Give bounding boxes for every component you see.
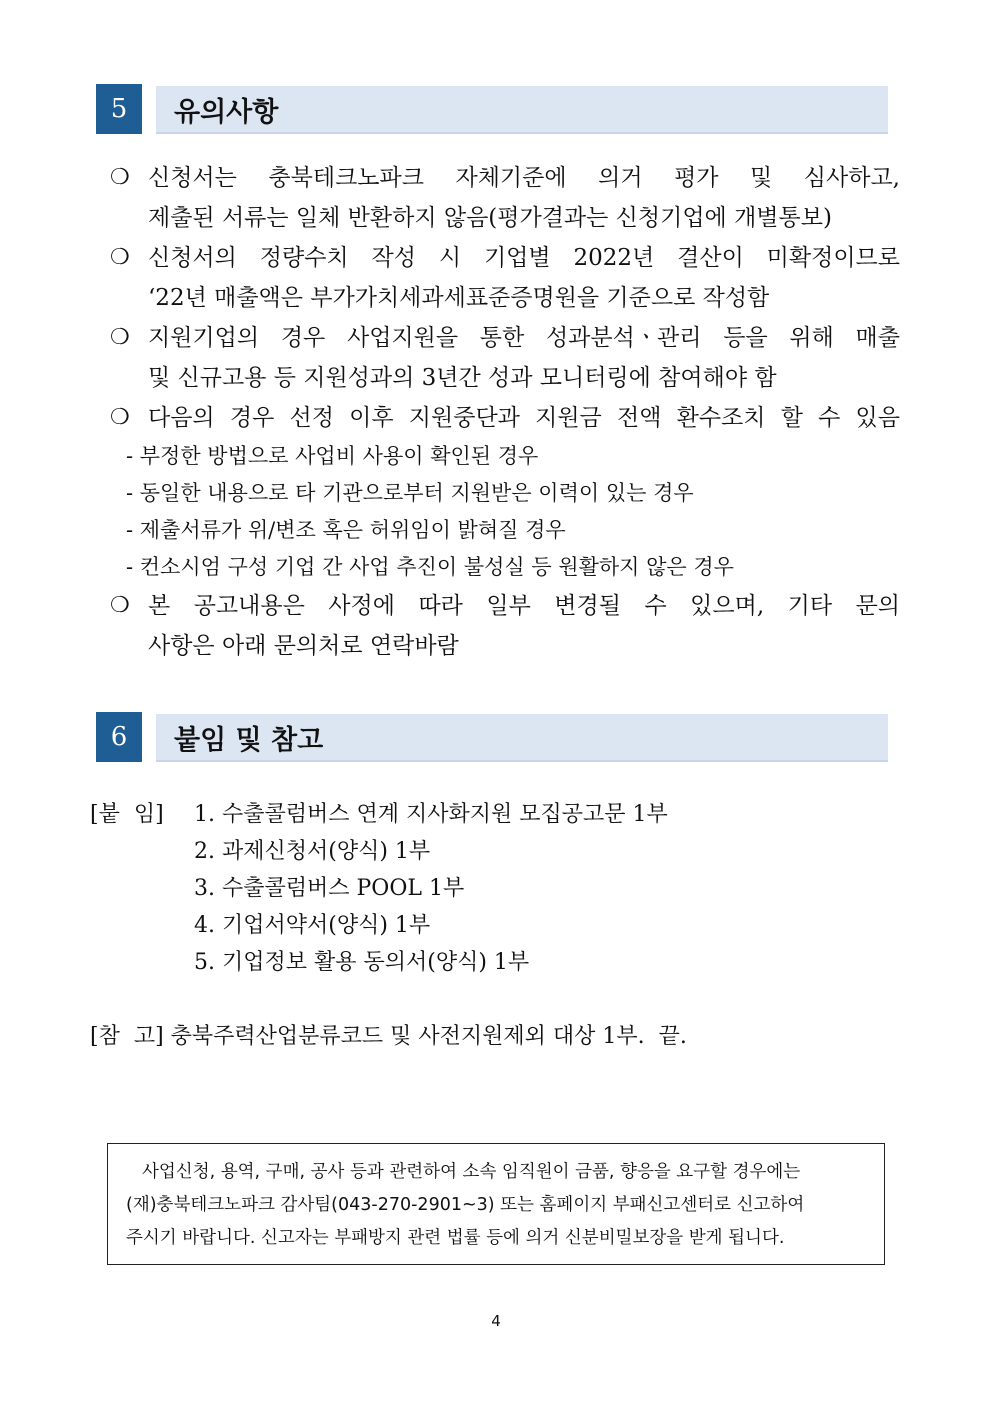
notice-line: (재)충북테크노파크 감사팀(043-270-2901~3) 또는 홈페이지 부패신고센터로 신고하여	[126, 1195, 805, 1215]
notice-line: 사업신청, 용역, 구매, 공사 등과 관련하여 소속 임직원이 금품, 향응을 요구할 경우에는	[142, 1162, 801, 1182]
note-item	[100, 158, 900, 238]
note-line: 지원기업의 경우 사업지원을 통한 성과분석ㆍ관리 등을 위해 매출	[148, 325, 900, 351]
note-line: 신청서의 정량수치 작성 시 기업별 2022년 결산이 미확정이므로	[148, 245, 900, 271]
note-line: 사항은 아래 문의처로 연락바람	[148, 633, 459, 659]
attachment-item: 1. 수출콜럼버스 연계 지사화지원 모집공고문 1부	[194, 802, 668, 827]
anti-corruption-notice-box	[107, 1143, 885, 1265]
sub-item: - 부정한 방법으로 사업비 사용이 확인된 경우	[126, 444, 539, 468]
note-line: 본 공고내용은 사정에 따라 일부 변경될 수 있으며, 기타 문의	[148, 593, 900, 619]
attachment-row	[90, 796, 890, 833]
notice-line: 주시기 바랍니다. 신고자는 부패방지 관련 법률 등에 의거 신분비밀보장을 받게 됩니다.	[126, 1228, 785, 1248]
sub-item: - 동일한 내용으로 타 기관으로부터 지원받은 이력이 있는 경우	[126, 481, 694, 505]
attachment-row	[90, 944, 890, 981]
note-item	[100, 586, 900, 666]
attachment-label: [붙 임]	[90, 802, 164, 827]
circle-bullet-icon: ❍	[110, 593, 130, 618]
circle-bullet-icon: ❍	[110, 325, 130, 350]
note-item	[100, 318, 900, 398]
section-number: 6	[96, 712, 142, 762]
attachment-row	[90, 833, 890, 870]
circle-bullet-icon: ❍	[110, 165, 130, 190]
attachment-item: 2. 과제신청서(양식) 1부	[194, 839, 431, 864]
notes-list	[100, 158, 900, 666]
note-line: 다음의 경우 선정 이후 지원중단과 지원금 전액 환수조치 할 수 있음	[148, 405, 900, 431]
attachment-item: 4. 기업서약서(양식) 1부	[194, 913, 431, 938]
note-line: 제출된 서류는 일체 반환하지 않음(평가결과는 신청기업에 개별통보)	[148, 205, 832, 231]
note-item	[100, 398, 900, 438]
section-title: 붙임 및 참고	[156, 714, 888, 762]
attachment-row	[90, 870, 890, 907]
attachment-row	[90, 907, 890, 944]
section-number: 5	[96, 84, 142, 134]
section-5-header	[96, 84, 888, 134]
note-line: 신청서는 충북테크노파크 자체기준에 의거 평가 및 심사하고,	[148, 165, 900, 191]
section-6-header	[96, 712, 888, 762]
circle-bullet-icon: ❍	[110, 245, 130, 270]
section-title: 유의사항	[156, 86, 888, 134]
note-line: ‘22년 매출액은 부가가치세과세표준증명원을 기준으로 작성함	[148, 285, 770, 311]
circle-bullet-icon: ❍	[110, 405, 130, 430]
attachment-item: 3. 수출콜럼버스 POOL 1부	[194, 876, 465, 901]
attachment-item: 5. 기업정보 활용 동의서(양식) 1부	[194, 950, 530, 975]
page-number: 4	[491, 1312, 501, 1330]
reference-line: [참 고] 충북주력산업분류코드 및 사전지원제외 대상 1부. 끝.	[90, 1024, 687, 1049]
attachment-list	[90, 796, 890, 981]
sub-item: - 컨소시엄 구성 기업 간 사업 추진이 불성실 등 원활하지 않은 경우	[126, 555, 734, 579]
note-line: 및 신규고용 등 지원성과의 3년간 성과 모니터링에 참여해야 함	[148, 365, 777, 391]
note-item	[100, 238, 900, 318]
sub-item: - 제출서류가 위/변조 혹은 허위임이 밝혀질 경우	[126, 518, 566, 542]
